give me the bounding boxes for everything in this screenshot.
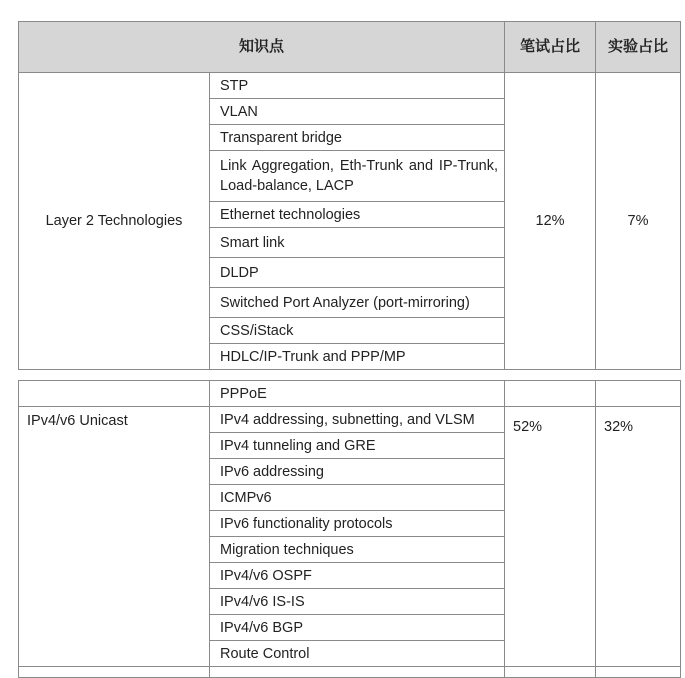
topic-cell: VLAN — [210, 99, 505, 125]
topic-cell: Smart link — [210, 228, 505, 258]
header-written-ratio: 笔试占比 — [505, 22, 596, 73]
topic-cell: IPv4 addressing, subnetting, and VLSM — [210, 407, 505, 433]
lab-ratio-cell: 7% — [596, 73, 681, 370]
topic-cell: PPPoE — [210, 381, 505, 407]
topic-cell: Transparent bridge — [210, 125, 505, 151]
topic-cell: IPv4/v6 OSPF — [210, 563, 505, 589]
topic-cell: Route Control — [210, 641, 505, 667]
topic-cell: HDLC/IP-Trunk and PPP/MP — [210, 344, 505, 370]
topic-cell: DLDP — [210, 258, 505, 288]
empty-lab-cell — [596, 667, 681, 678]
topic-cell: IPv6 addressing — [210, 459, 505, 485]
topic-cell: CSS/iStack — [210, 318, 505, 344]
topic-cell: Ethernet technologies — [210, 202, 505, 228]
exam-topics-table-1 — [18, 21, 681, 370]
empty-category-cell — [19, 667, 210, 678]
topic-cell: Switched Port Analyzer (port-mirroring) — [210, 288, 505, 318]
category-cell: IPv4/v6 Unicast — [19, 407, 210, 667]
lab-ratio-cell: 32% — [596, 407, 681, 667]
topic-cell: STP — [210, 73, 505, 99]
topic-cell: IPv4/v6 IS-IS — [210, 589, 505, 615]
topic-cell: IPv4 tunneling and GRE — [210, 433, 505, 459]
empty-lab-cell — [596, 381, 681, 407]
topic-cell: ICMPv6 — [210, 485, 505, 511]
header-topic: 知识点 — [19, 22, 505, 73]
exam-topics-table-2 — [18, 380, 681, 678]
topic-cell: Link Aggregation, Eth-Trunk and IP-Trunk, Load-balance, LACP — [210, 151, 505, 202]
topic-cell: Migration techniques — [210, 537, 505, 563]
category-cell: Layer 2 Technologies — [19, 73, 210, 370]
empty-written-cell — [505, 667, 596, 678]
header-lab-ratio: 实验占比 — [596, 22, 681, 73]
written-ratio-cell: 52% — [505, 407, 596, 667]
empty-category-cell — [19, 381, 210, 407]
empty-topic-cell — [210, 667, 505, 678]
topic-cell: IPv4/v6 BGP — [210, 615, 505, 641]
written-ratio-cell: 12% — [505, 73, 596, 370]
empty-written-cell — [505, 381, 596, 407]
topic-cell: IPv6 functionality protocols — [210, 511, 505, 537]
